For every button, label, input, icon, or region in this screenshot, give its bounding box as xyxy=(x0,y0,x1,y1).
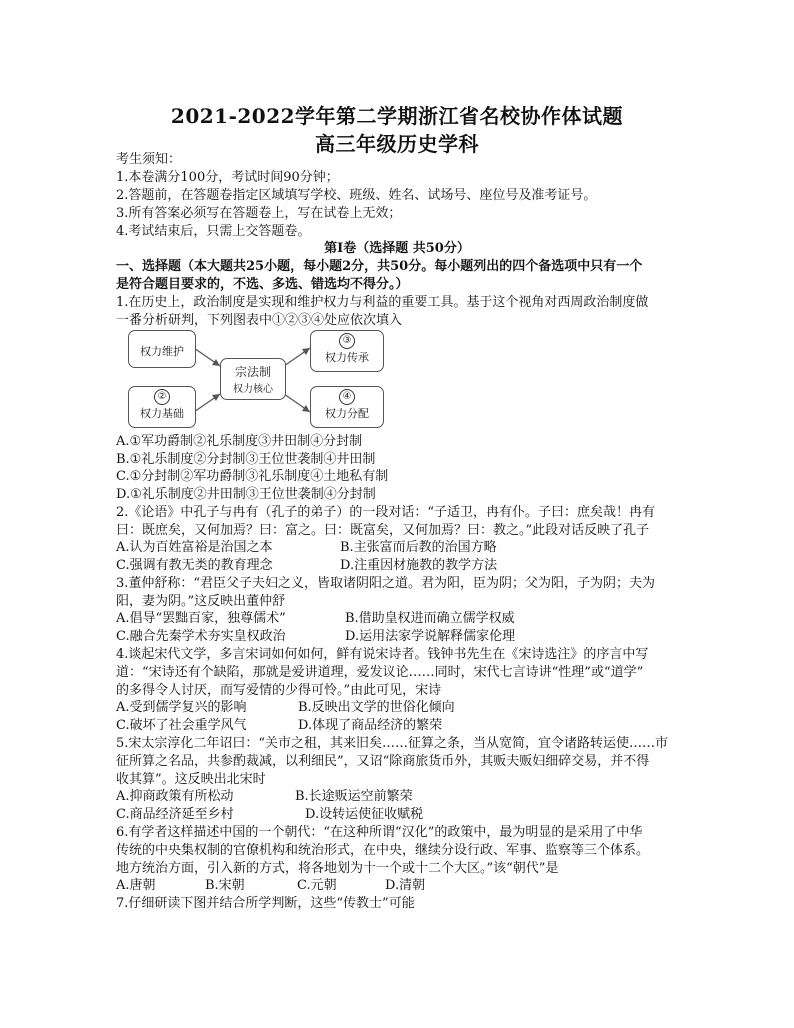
option-d: D.体现了商品经济的繁荣 xyxy=(298,718,443,733)
option-c: C.融合先秦学术夯实皇权政治 xyxy=(116,629,286,644)
option-c: C.破坏了社会重学风气 xyxy=(116,718,247,733)
question-stem: 4.谈起宋代文学，多言宋词如何如何，鲜有说宋诗者。钱钟书先生在《宋诗选注》的序言中写 xyxy=(116,647,649,662)
option-b: B.长途贩运空前繁荣 xyxy=(295,789,413,804)
option-b: B.①礼乐制度②分封制③王位世袭制④井田制 xyxy=(116,452,376,467)
diagram-label: 权力传承 xyxy=(325,351,369,364)
diagram-label: 权力分配 xyxy=(325,407,369,420)
option-d: D.①礼乐制度②井田制③王位世袭制④分封制 xyxy=(116,487,376,502)
diagram-mark: ④ xyxy=(339,389,355,405)
diagram-mark: ② xyxy=(154,389,170,405)
notice-item: 1.本卷满分100分，考试时间90分钟； xyxy=(116,170,339,185)
option-a: A.①军功爵制②礼乐制度③井田制④分封制 xyxy=(116,434,363,449)
question-stem: 2.《论语》中孔子与冉有（孔子的弟子）的一段对话：“子适卫，冉有仆。子曰：庶矣哉！冉有 xyxy=(116,505,656,520)
part1-instruction: 一、选择题（本大题共25小题，每小题2分，共50分。每小题列出的四个备选项中只有一个 xyxy=(116,259,643,274)
diagram-box-power-maintain xyxy=(128,330,196,368)
option-b: B.借助皇权进而确立儒学权威 xyxy=(345,611,515,626)
question-stem: 的多得令人讨厌，而写爱情的少得可怜。”由此可见，宋诗 xyxy=(116,683,442,698)
option-b: B.主张富而后教的治国方略 xyxy=(340,540,497,555)
option-a: A.抑商政策有所松动 xyxy=(116,789,234,804)
question-stem: 阳，妻为阴。”这反映出董仲舒 xyxy=(116,594,286,609)
diagram-label: 权力基础 xyxy=(140,407,184,420)
option-c: C.强调有教无类的教育理念 xyxy=(116,558,273,573)
notice-item: 3.所有答案必须写在答题卷上，写在试卷上无效； xyxy=(116,206,402,221)
option-d: D.清朝 xyxy=(385,878,426,893)
option-c: C.元朝 xyxy=(297,878,337,893)
option-a: A.认为百姓富裕是治国之本 xyxy=(116,540,273,555)
question-stem: 7.仔细研读下图并结合所学判断，这些“传教士”可能 xyxy=(116,896,415,911)
notice-heading: 考生须知： xyxy=(116,152,182,167)
option-b: B.宋朝 xyxy=(205,878,245,893)
part1-instruction: 是符合题目要求的，不选、多选、错选均不得分。） xyxy=(116,277,409,292)
question-stem: 1.在历史上，政治制度是实现和维护权力与利益的重要工具。基于这个视角对西周政治制度做 xyxy=(116,295,649,310)
notice-item: 4.考试结束后，只需上交答题卷。 xyxy=(116,224,311,239)
question-stem: 征所算之名品，共参酌裁减，以利细民”，又诏“除商旅货币外，其贩夫贩妇细碎交易，并不得 xyxy=(116,754,650,769)
question-stem: 曰：既庶矣，又何加焉？曰：富之。曰：既富矣，又何加焉？曰：教之。”此段对话反映了孔子 xyxy=(116,523,650,538)
diagram-label: 权力维护 xyxy=(140,345,184,358)
diagram-center-title: 宗法制 xyxy=(234,365,271,379)
part1-heading: 第Ⅰ卷（选择题 共50分） xyxy=(324,241,470,256)
question-stem: 传统的中央集权制的官僚机构和统治形式，在中央，继续分设行政、军事、监察等三个体系。 xyxy=(116,843,650,858)
diagram-mark: ③ xyxy=(339,333,355,349)
question-stem: 5.宋太宗淳化二年诏曰：“关市之租，其来旧矣……征算之条，当从宽简，宜令诸路转运使……市 xyxy=(116,736,669,751)
question-stem: 地方统治方面，引入新的方式，将各地划为十一个或十二个大区。”该“朝代”是 xyxy=(116,861,559,876)
option-c: C.①分封制②军功爵制③礼乐制度④土地私有制 xyxy=(116,469,389,484)
diagram-center-sub: 权力核心 xyxy=(233,384,273,395)
notice-item: 2.答题前，在答题卷指定区域填写学校、班级、姓名、试场号、座位号及准考证号。 xyxy=(116,188,597,203)
diagram-box-power-distribute xyxy=(310,386,384,428)
diagram-box-center xyxy=(220,358,286,400)
question-stem: 道：“宋诗还有个缺陷，那就是爱讲道理，爱发议论……同时，宋代七言诗讲“性理”或“道学” xyxy=(116,665,644,680)
western-zhou-diagram xyxy=(126,328,388,432)
diagram-box-power-base xyxy=(128,386,196,428)
exam-title: 2021-2022学年第二学期浙江省名校协作体试题 xyxy=(170,104,624,128)
option-a: A.唐朝 xyxy=(116,878,156,893)
option-a: A.倡导“罢黜百家，独尊儒术” xyxy=(116,611,286,626)
question-stem: 3.董仲舒称：“君臣父子夫妇之义，皆取诸阴阳之道。君为阳，臣为阴；父为阳，子为阴；夫为 xyxy=(116,576,656,591)
question-stem: 一番分析研判，下列图表中①②③④处应依次填入 xyxy=(116,313,403,328)
exam-subtitle: 高三年级历史学科 xyxy=(315,132,479,156)
option-b: B.反映出文学的世俗化倾向 xyxy=(298,700,455,715)
option-c: C.商品经济延至乡村 xyxy=(116,807,234,822)
question-stem: 6.有学者这样描述中国的一个朝代：“在这种所谓“汉化”的政策中，最为明显的是采用了中华 xyxy=(116,825,643,840)
question-stem: 收其算”。这反映出北宋时 xyxy=(116,772,266,787)
diagram-box-power-inherit xyxy=(310,330,384,372)
option-a: A.受到儒学复兴的影响 xyxy=(116,700,247,715)
option-d: D.注重因材施教的教学方法 xyxy=(340,558,498,573)
option-d: D.设转运使征收赋税 xyxy=(305,807,424,822)
option-d: D.运用法家学说解释儒家伦理 xyxy=(345,629,516,644)
